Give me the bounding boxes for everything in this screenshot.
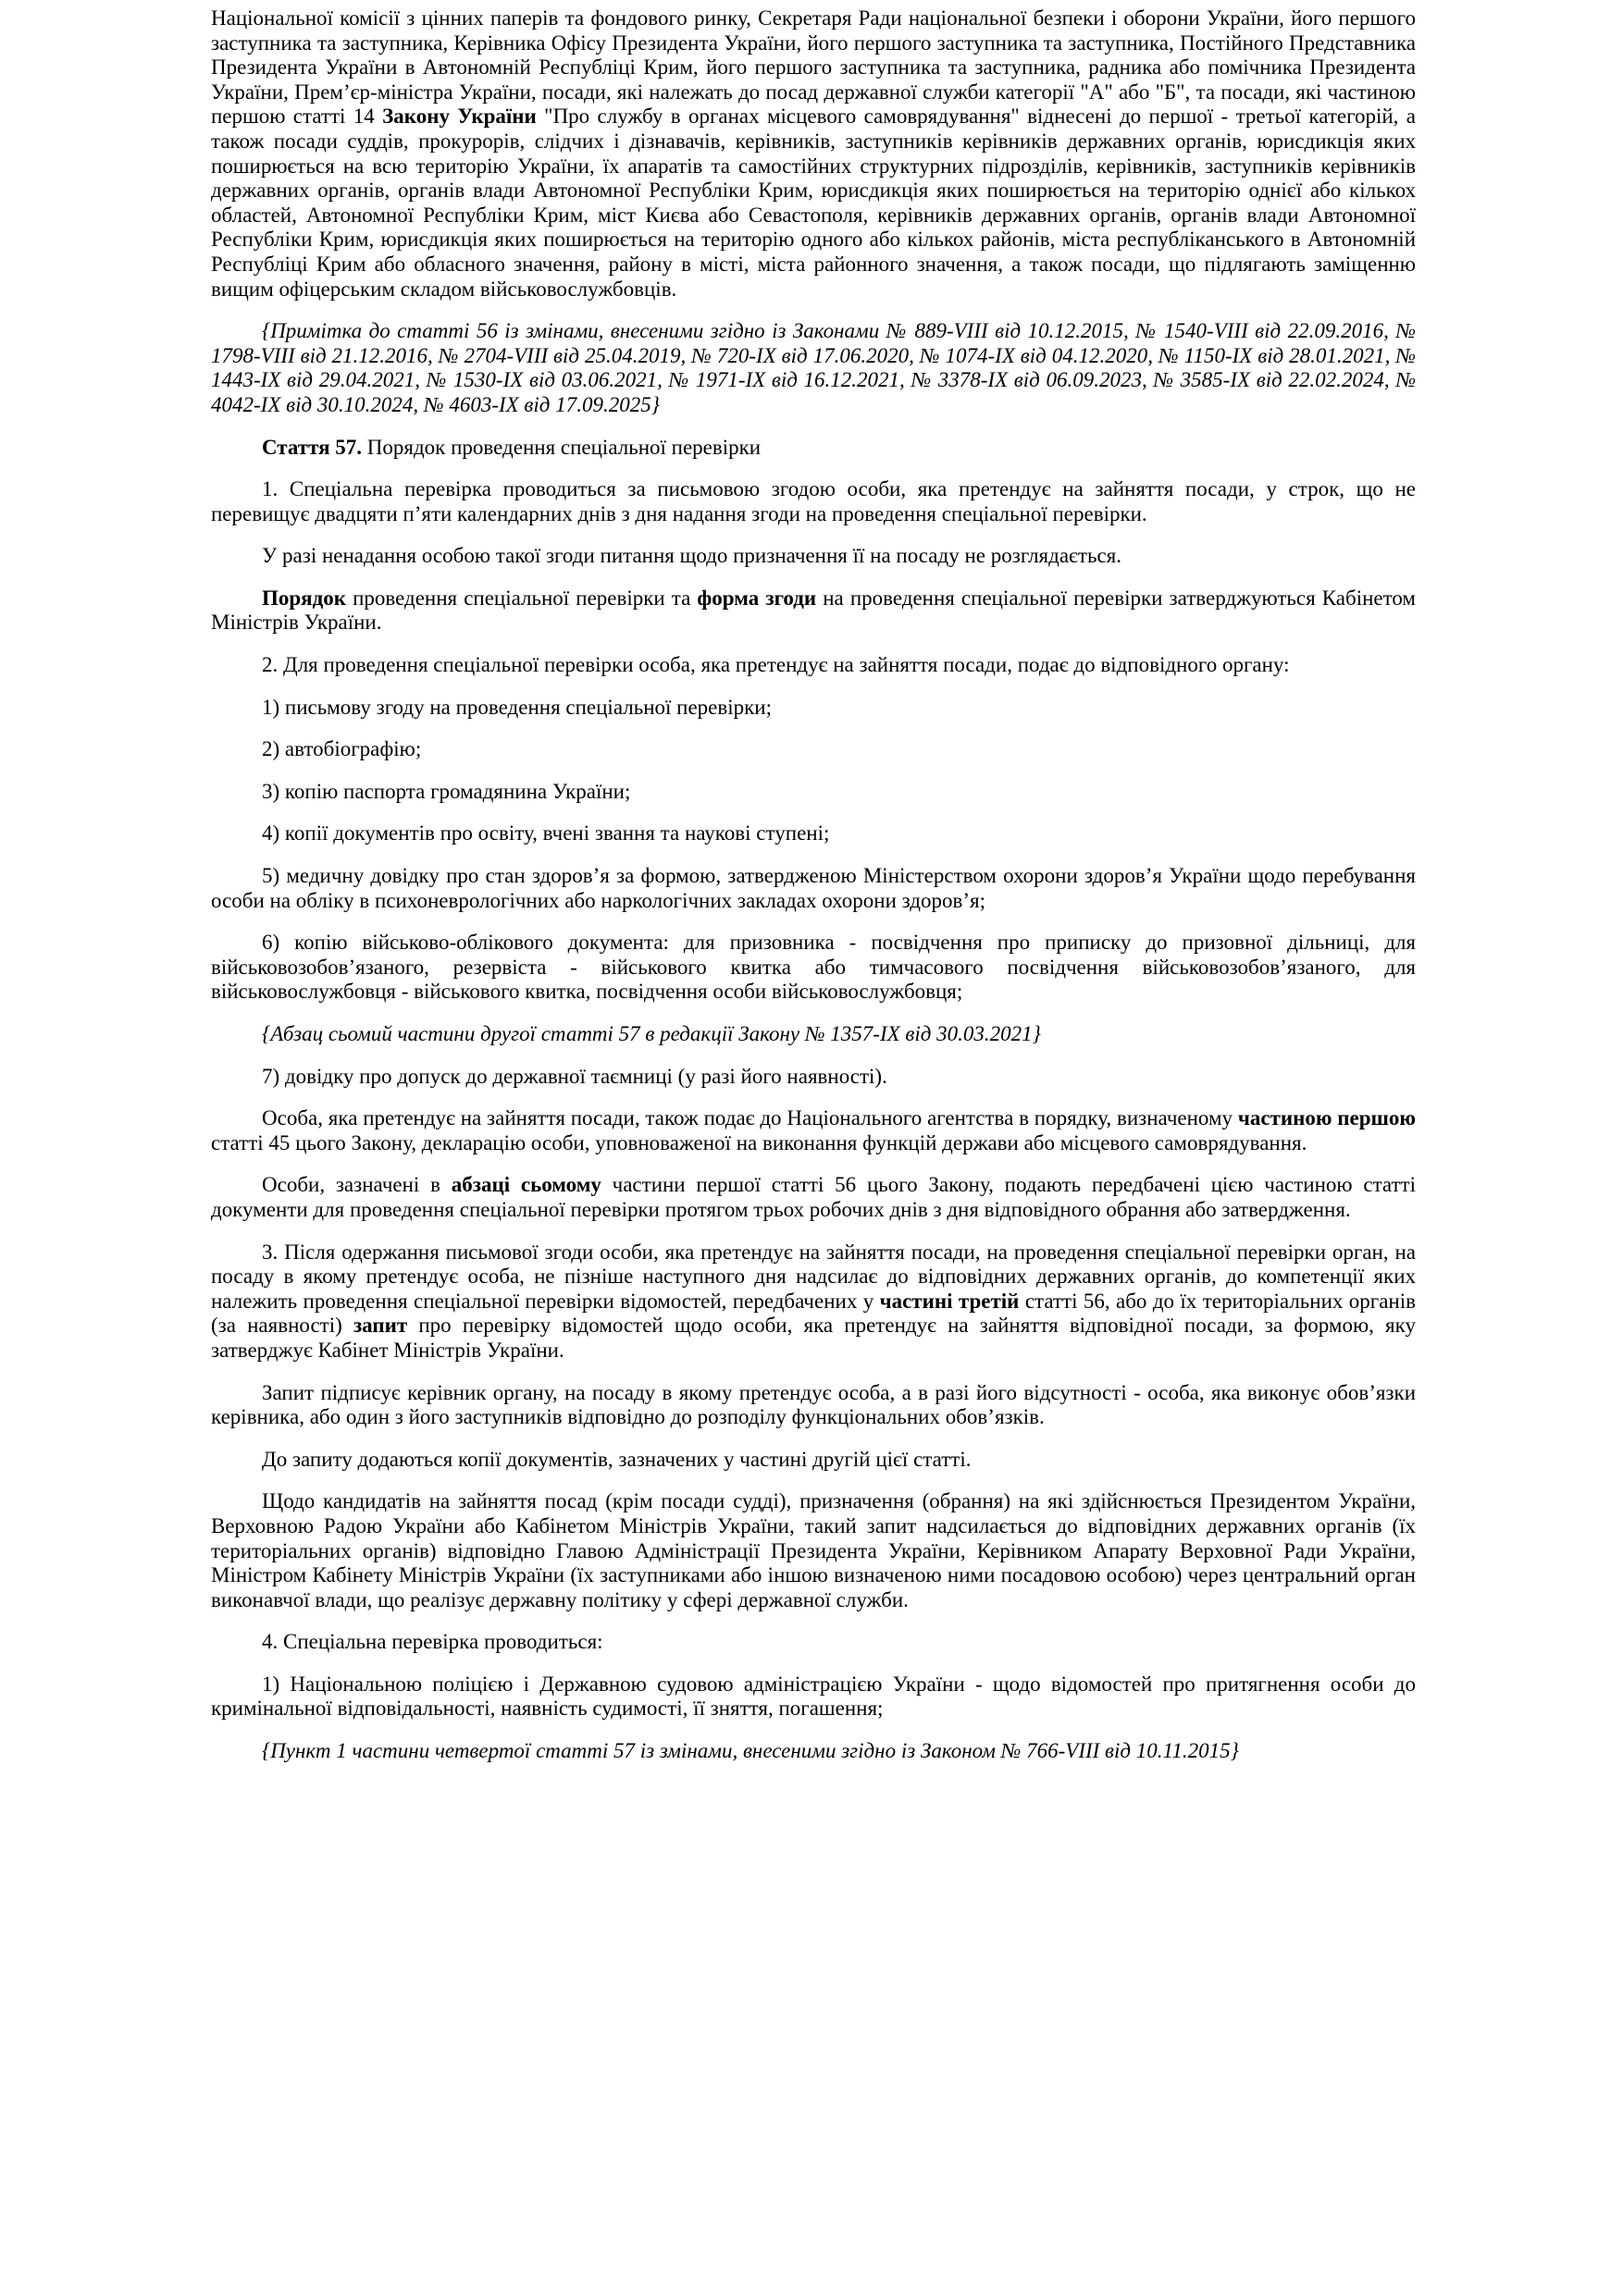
item-57-2-1: [211, 696, 1416, 721]
document-body: [211, 6, 1416, 1764]
item-57-2-2: [211, 737, 1416, 762]
para-57-1: [211, 477, 1416, 526]
para-57-2-persons-56: [211, 1173, 1416, 1222]
para-57-1-refusal: [211, 544, 1416, 569]
text-run: 7) довідку про допуск до державної таємниці (у разі його наявності).: [262, 1064, 887, 1088]
emphasized-text-run: форма згоди: [697, 586, 817, 610]
emphasized-text-run: частиною першою: [1237, 1106, 1416, 1130]
para-57-3-copies: [211, 1448, 1416, 1473]
text-run: 5) медичну довідку про стан здоров’я за формою, затвердженою Міністерством охорони здоров’я України щодо перебування особи на обліку в психоневрологічних або наркологічних закладах охорони здоров’я;: [211, 864, 1416, 912]
text-run: Особа, яка претендує на зайняття посади, також подає до Національного агентства в порядку, визначеному: [262, 1106, 1238, 1130]
note-57-2-7-amendment: [211, 1022, 1416, 1047]
item-57-2-4: [211, 821, 1416, 846]
text-run: 1. Спеціальна перевірка проводиться за письмовою згодою особи, яка претендує на зайняття посади, у строк, що не перевищує двадцяти п’яти календарних днів з дня надання згоди на проведення спеціальної перевірки.: [211, 477, 1416, 525]
emphasized-text-run: абзаці сьомому: [451, 1173, 601, 1197]
continued-paragraph-posts: [211, 6, 1416, 302]
note-article-56-amendments: [211, 319, 1416, 417]
text-run: про перевірку відомостей щодо особи, яка претендує на зайняття відповідної посади, за формою, яку затверджує Кабінет Міністрів України.: [211, 1314, 1416, 1362]
emphasized-text-run: запит: [353, 1314, 408, 1338]
text-run: До запиту додаються копії документів, зазначених у частині другій цієї статті.: [262, 1447, 972, 1471]
text-run: 6) копію військово-облікового документа: для призовника - посвідчення про приписку до призовної дільниці, для військовозобов’язаного, резервіста - військового квитка або тимчасового посвідчення військовозобов’язаного, для військовослужбовця - військового квитка, посвідчення особи військовослужбовця;: [211, 931, 1416, 1004]
text-run: статті 45 цього Закону, декларацію особи, уповноваженої на виконання функцій держави або місцевого самоврядування.: [211, 1130, 1307, 1154]
text-run: Запит підписує керівник органу, на посаду в якому претендує особа, а в разі його відсутності - особа, яка виконує обов’язки керівника, або один з його заступників відповідно до розподілу функціональних обов’язків.: [211, 1380, 1416, 1429]
item-57-4-1: [211, 1673, 1416, 1722]
text-run: Національної комісії з цінних паперів та фондового ринку, Секретаря Ради національної безпеки і оборони України, його першого заступника та заступника, Керівника Офісу Президента України, його першого заступника та заступника, Постійного Представника Президента України в Автономній Республіці Крим, його першого заступника та заступника, радника або помічника Президента України, Прем’єр-міністра України, посади, які належать до посад державної служби категорії "А" або "Б", та посади, які частиною першою статті 14: [211, 6, 1416, 129]
para-57-1-procedure: [211, 586, 1416, 636]
text-run: проведення спеціальної перевірки та: [346, 586, 698, 610]
item-57-2-6: [211, 931, 1416, 1005]
text-run: {Абзац сьомий частини другої статті 57 в редакції Закону № 1357-IX від 30.03.2021}: [262, 1022, 1041, 1045]
para-57-3-candidates: [211, 1489, 1416, 1612]
text-run: 2) автобіографію;: [262, 737, 422, 761]
para-57-2-declaration: [211, 1106, 1416, 1155]
text-run: статті 56, або до їх територіальних органів (за наявності): [211, 1289, 1417, 1338]
text-run: У разі ненадання особою такої згоди питання щодо призначення її на посаду не розглядається.: [262, 544, 1121, 568]
para-57-2-intro: [211, 653, 1416, 678]
text-run: 3) копію паспорта громадянина України;: [262, 779, 631, 803]
text-run: "Про службу в органах місцевого самоврядування" віднесені до першої - третьої категорій, а також посади суддів, прокурорів, слідчих і дізнавачів, керівників, заступників керівників державних органів, юрисдикція яких поширюється на всю територію України, їх апаратів та самостійних структурних підрозділів, керівників, заступників керівників державних органів, органів влади Автономної Республіки Крим, юрисдикція яких поширюється на територію однієї або кількох областей, Автономної Республіки Крим, міст Києва або Севастополя, керівників державних органів, органів влади Автономної Республіки Крим, юрисдикція яких поширюється на територію одного або кількох районів, міста республіканського в Автономній Республіці Крим або обласного значення, району в місті, міста районного значення, а також посади, що підлягають заміщенню вищим офіцерським складом військовослужбовців.: [211, 105, 1416, 301]
text-run: {Примітка до статті 56 із змінами, внесеними згідно із Законами № 889-VIII від 10.12.2015, № 1540-VIII від 22.09.2016, № 1798-VIII від 21.12.2016, № 2704-VIII від 25.04.2019, № 720-IX від 17.06.2020, № 1074-IX від 04.12.2020, № 1150-IX від 28.01.2021, № 1443-IX від 29.04.2021, № 1530-IX від 03.06.2021, № 1971-IX від 16.12.2021, № 3378-IX від 06.09.2023, № 3585-IX від 22.02.2024, № 4042-IX від 30.10.2024, № 4603-IX від 17.09.2025}: [211, 319, 1416, 416]
item-57-2-7: [211, 1065, 1416, 1090]
note-57-4-1-amendment: [211, 1739, 1416, 1764]
emphasized-text-run: частині третій: [879, 1289, 1020, 1313]
text-run: Порядок проведення спеціальної перевірки: [362, 435, 762, 459]
para-57-4-intro: [211, 1630, 1416, 1655]
text-run: 3. Після одержання письмової згоди особи, яка претендує на зайняття посади, на проведення спеціальної перевірки орган, на посаду в якому претендує особа, не пізніше наступного дня надсилає до відповідних державних органів, до компетенції яких належить проведення спеціальної перевірки відомостей, передбачених у: [211, 1240, 1416, 1313]
item-57-2-5: [211, 864, 1416, 913]
text-run: 1) письмову згоду на проведення спеціальної перевірки;: [262, 695, 773, 719]
text-run: Особи, зазначені в: [262, 1173, 452, 1197]
emphasized-text-run: Закону України: [382, 105, 537, 129]
text-run: 4. Спеціальна перевірка проводиться:: [262, 1630, 603, 1654]
para-57-3-signing: [211, 1381, 1416, 1430]
text-run: 2. Для проведення спеціальної перевірки особа, яка претендує на зайняття посади, подає до відповідного органу:: [262, 653, 1290, 677]
text-run: на проведення спеціальної перевірки затверджуються Кабінетом Міністрів України.: [211, 586, 1416, 635]
para-57-3: [211, 1241, 1416, 1364]
article-57-heading: [211, 436, 1416, 461]
emphasized-text-run: Порядок: [262, 586, 347, 610]
text-run: Щодо кандидатів на зайняття посад (крім посади судді), призначення (обрання) на які здійснюється Президентом України, Верховною Радою України або Кабінетом Міністрів України, такий запит надсилається до відповідних державних органів (їх територіальних органів) відповідно Главою Адміністрації Президента України, Керівником Апарату Верховної Ради України, Міністром Кабінету Міністрів України (їх заступниками або іншою визначеною ними посадовою особою) через центральний орган виконавчої влади, що реалізує державну політику у сфері державної служби.: [211, 1489, 1416, 1611]
text-run: частини першої статті 56 цього Закону, подають передбачені цією частиною статті документи для проведення спеціальної перевірки протягом трьох робочих днів з дня відповідного обрання або затвердження.: [211, 1173, 1417, 1221]
text-run: 1) Національною поліцією і Державною судовою адміністрацією України - щодо відомостей про притягнення особи до кримінальної відповідальності, наявність судимості, її зняття, погашення;: [211, 1672, 1416, 1721]
emphasized-text-run: Стаття 57.: [262, 435, 363, 459]
text-run: {Пункт 1 частини четвертої статті 57 із змінами, внесеними згідно із Законом № 766-VIII від 10.11.2015}: [262, 1739, 1239, 1763]
item-57-2-3: [211, 780, 1416, 805]
text-run: 4) копії документів про освіту, вчені звання та наукові ступені;: [262, 821, 830, 846]
